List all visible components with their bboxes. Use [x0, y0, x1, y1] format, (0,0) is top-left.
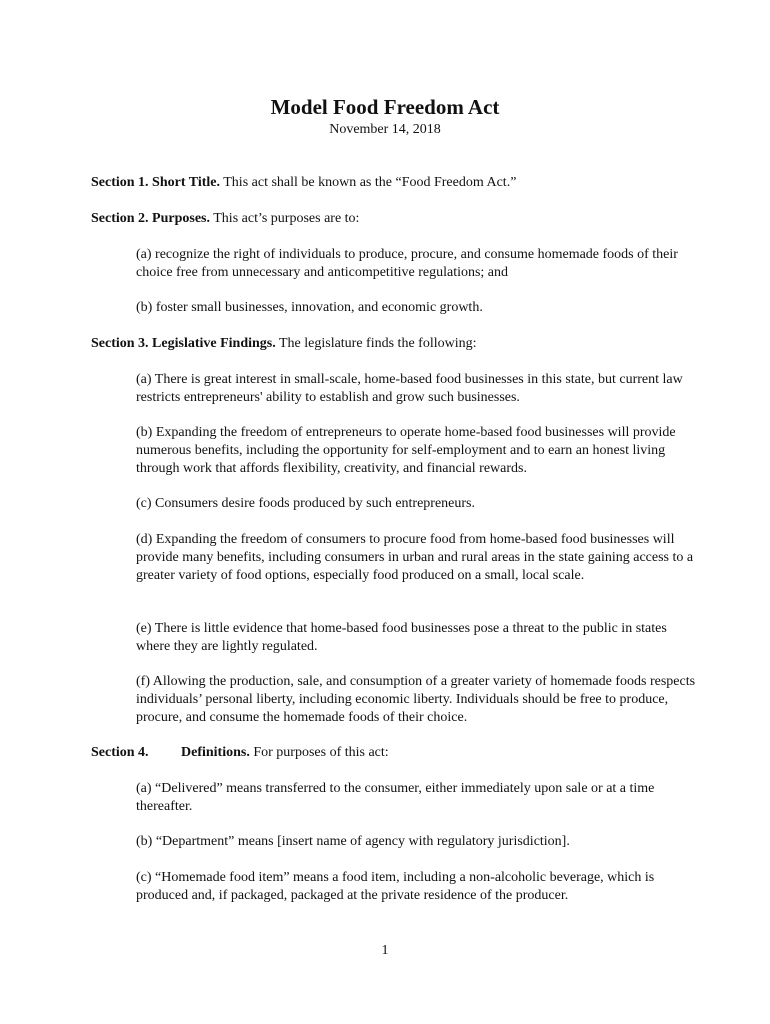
section-2-heading: Section 2. Purposes.: [91, 211, 210, 226]
section-4-text: For purposes of this act:: [249, 745, 389, 760]
section-4-item-a: (a) “Delivered” means transferred to the consumer, either immediately upon sale or at a time thereafter.: [136, 781, 655, 814]
section-1-heading: Section 1. Short Title.: [91, 175, 220, 190]
section-3-text: The legislature finds the following:: [275, 336, 477, 351]
section-3-item-b: (b) Expanding the freedom of entrepreneurs to operate home-based food businesses will provide numerous benefits, including the opportunity for self-employment and to earn an honest living through work that affords flexibility, creativity, and financial rewards.: [136, 425, 676, 476]
document-title: Model Food Freedom Act: [270, 95, 500, 119]
section-3-heading: Section 3. Legislative Findings.: [91, 336, 276, 351]
page-number: 1: [381, 943, 389, 958]
section-4-item-c: (c) “Homemade food item” means a food item, including a non-alcoholic beverage, which is produced and, if packaged, packaged at the private residence of the producer.: [136, 870, 655, 903]
document-date: November 14, 2018: [329, 122, 441, 137]
section-4-number: Section 4.: [91, 745, 149, 760]
section-3-item-e: (e) There is little evidence that home-based food businesses pose a threat to the public in states where they are lightly regulated.: [136, 621, 667, 654]
section-1: [91, 174, 701, 192]
section-3: [91, 335, 701, 353]
section-3-item-d: (d) Expanding the freedom of consumers to procure food from home-based food businesses will provide many benefits, including consumers in urban and rural areas in the state gaining access to a greater variety of food options, especially food produced on a small, local scale.: [136, 532, 694, 583]
section-2: [91, 210, 701, 228]
section-2-item-a: (a) recognize the right of individuals to produce, procure, and consume homemade foods of their choice free from unnecessary and anticompetitive regulations; and: [136, 247, 678, 280]
section-2-item-b: (b) foster small businesses, innovation, and economic growth.: [136, 300, 483, 315]
section-3-item-a: (a) There is great interest in small-scale, home-based food businesses in this state, but current law restricts entrepreneurs' ability to establish and grow such businesses.: [136, 372, 683, 405]
section-2-text: This act’s purposes are to:: [210, 211, 360, 226]
section-3-item-c: (c) Consumers desire foods produced by such entrepreneurs.: [136, 496, 476, 511]
section-3-item-f: (f) Allowing the production, sale, and consumption of a greater variety of homemade foods respects individuals’ personal liberty, including economic liberty. Individuals should be free to produce, procure, and consume the homemade foods of their choice.: [136, 674, 696, 725]
section-4-heading: Definitions.: [181, 745, 250, 760]
section-1-text: This act shall be known as the “Food Freedom Act.”: [220, 175, 517, 190]
section-4: [91, 744, 701, 762]
section-4-item-b: (b) “Department” means [insert name of agency with regulatory jurisdiction].: [136, 834, 570, 849]
